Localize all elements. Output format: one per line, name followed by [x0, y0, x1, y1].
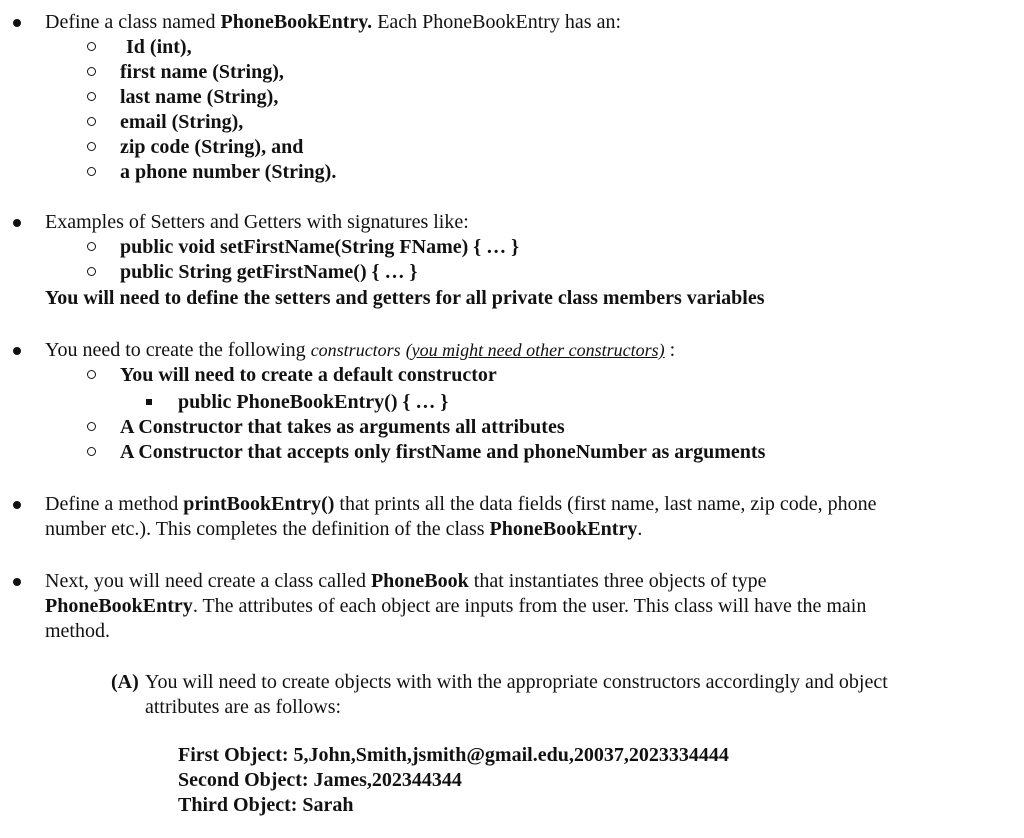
circle-bullet-icon	[87, 242, 96, 251]
object-spec: First Object: 5,John,Smith,jsmith@gmail.edu,20037,2023334444	[178, 744, 729, 766]
circle-bullet-icon	[87, 167, 96, 176]
objects-instructions: You will need to create objects with with the appropriate constructors accordingly and object attributes are as follows:	[145, 671, 888, 718]
circle-bullet-icon	[87, 370, 96, 379]
class-name: PhoneBookEntry.	[220, 11, 373, 33]
setters-getters-intro: Examples of Setters and Getters with signatures like:	[45, 211, 469, 233]
constructor-item: A Constructor that takes as arguments all attributes	[0, 415, 1024, 440]
constructors-intro: You need to create the following constructors (you might need other constructors) :	[45, 339, 676, 361]
attribute-item: zip code (String), and	[0, 135, 1024, 160]
bullet-icon	[13, 501, 21, 509]
item-label: (A)	[111, 671, 139, 693]
bullet-icon	[13, 578, 21, 586]
bullet-icon	[13, 19, 21, 27]
circle-bullet-icon	[87, 267, 96, 276]
class-name: PhoneBook	[370, 570, 469, 592]
constructor-item: A Constructor that accepts only firstName and phoneNumber as arguments	[0, 440, 1024, 465]
bullet-icon	[13, 219, 21, 227]
circle-bullet-icon	[87, 422, 96, 431]
attribute-item: a phone number (String).	[0, 160, 1024, 185]
circle-bullet-icon	[87, 447, 96, 456]
attribute-item: email (String),	[0, 110, 1024, 135]
example-signature: public void setFirstName(String FName) { … }	[0, 235, 1024, 260]
circle-bullet-icon	[87, 42, 96, 51]
constructor-item: You will need to create a default constructor	[0, 363, 1024, 388]
attribute-item: first name (String),	[0, 60, 1024, 85]
circle-bullet-icon	[87, 117, 96, 126]
attribute-item: Id (int),	[0, 35, 1024, 60]
circle-bullet-icon	[87, 142, 96, 151]
phonebook-class-text: Next, you will need create a class called PhoneBook that instantiates three objects of type PhoneBookEntry. The attributes of each object are inputs from the user. This class will have the main method.	[45, 570, 867, 642]
object-spec: Second Object: James,202344344	[178, 769, 462, 791]
bullet-icon	[13, 347, 21, 355]
object-spec: Third Object: Sarah	[178, 794, 354, 816]
class-definition-intro: Define a class named PhoneBookEntry. Each PhoneBookEntry has an:	[45, 11, 622, 33]
method-name: printBookEntry()	[183, 493, 335, 515]
circle-bullet-icon	[87, 92, 96, 101]
square-bullet-icon	[146, 399, 152, 405]
class-name: PhoneBookEntry	[45, 595, 193, 617]
example-signature: public String getFirstName() { … }	[0, 260, 1024, 285]
attribute-item: last name (String),	[0, 85, 1024, 110]
print-method-text: Define a method printBookEntry() that prints all the data fields (first name, last name, zip code, phone number etc.). This completes the definition of the class PhoneBookEntry.	[45, 493, 877, 540]
circle-bullet-icon	[87, 67, 96, 76]
constructor-signature: public PhoneBookEntry() { … }	[0, 390, 1024, 415]
class-name: PhoneBookEntry	[489, 518, 638, 540]
